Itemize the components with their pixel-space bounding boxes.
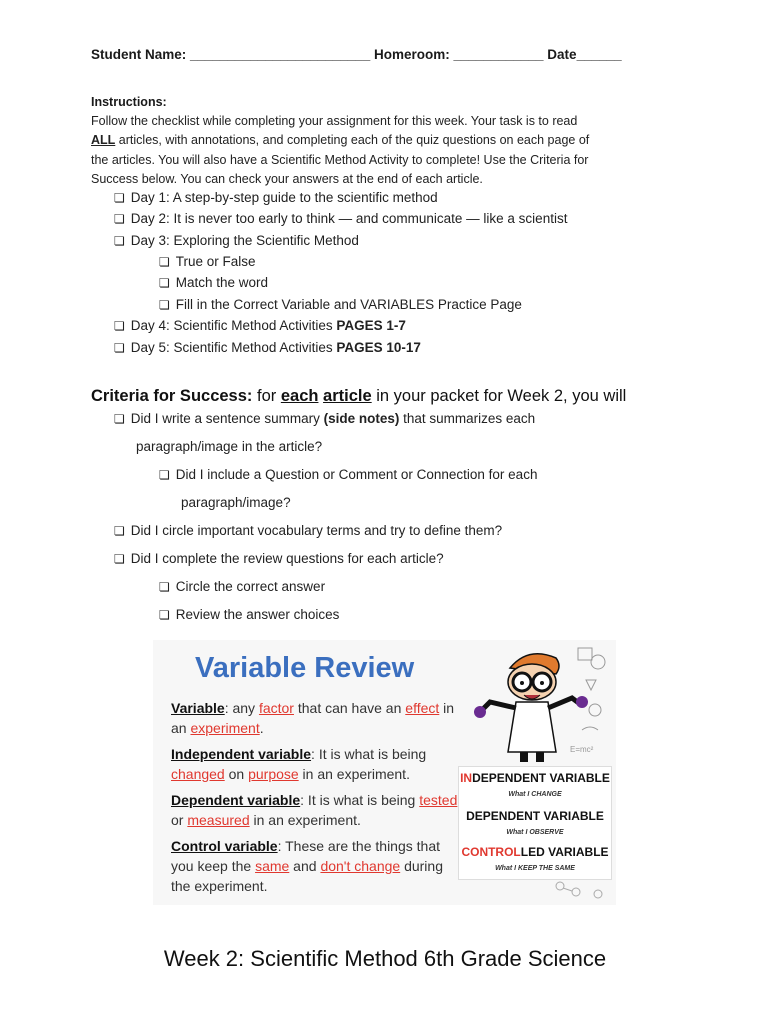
- header-fields: Student Name: ________________________ Homeroom: ____________ Date______: [91, 47, 622, 62]
- checklist-subitem-fill-in[interactable]: ❏ Fill in the Correct Variable and VARIABLES Practice Page: [159, 297, 522, 312]
- checkbox-icon: ❏: [159, 298, 170, 312]
- instructions-body: [91, 112, 691, 190]
- control-def-line2: you keep the same and don't change during: [171, 858, 443, 874]
- checkbox-icon: ❏: [114, 552, 125, 566]
- checklist-item-day3[interactable]: ❏ Day 3: Exploring the Scientific Method: [114, 233, 359, 248]
- instructions-line-2: ALL articles, with annotations, and completing each of the quiz questions on each page of: [91, 133, 590, 148]
- checklist-subitem-true-false[interactable]: ❏ True or False: [159, 254, 256, 269]
- criteria-item-vocabulary[interactable]: ❏ Did I circle important vocabulary terms and try to define them?: [114, 523, 503, 538]
- dependent-variable-sub: What I OBSERVE: [506, 829, 564, 836]
- checkbox-icon: ❏: [114, 341, 125, 355]
- checkbox-icon: ❏: [114, 234, 125, 248]
- checkbox-icon: ❏: [114, 191, 125, 205]
- variable-def-line2: an experiment.: [171, 720, 264, 736]
- dependent-def-line2: or measured in an experiment.: [171, 812, 361, 828]
- checklist-item-day5[interactable]: ❏ Day 5: Scientific Method Activities PAGES 10-17: [114, 340, 421, 355]
- checkbox-icon: ❏: [114, 212, 125, 226]
- instructions-line-1: Follow the checklist while completing your assignment for this week. Your task is to read: [91, 114, 578, 128]
- instructions-line-4: Success below. You can check your answers at the end of each article.: [91, 172, 483, 187]
- checkbox-icon: ❏: [114, 412, 125, 426]
- checklist-item-day2[interactable]: ❏ Day 2: It is never too early to think — and communicate — like a scientist: [114, 211, 568, 226]
- independent-variable-sub: What I CHANGE: [508, 791, 562, 798]
- variable-review-title: Variable Review: [195, 652, 415, 684]
- criteria-item-choices[interactable]: ❏ Review the answer choices: [159, 607, 340, 622]
- checklist-item-day4[interactable]: ❏ Day 4: Scientific Method Activities PAGES 1-7: [114, 318, 406, 333]
- criteria-item-question-cont: paragraph/image?: [181, 495, 291, 510]
- criteria-title: Criteria for Success: for each article in your packet for Week 2, you will: [91, 387, 627, 405]
- criteria-item-summary[interactable]: ❏ Did I write a sentence summary (side notes) that summarizes each: [114, 411, 536, 426]
- controlled-variable-sub: What I KEEP THE SAME: [495, 865, 575, 872]
- scientist-cartoon-icon: [470, 640, 610, 765]
- svg-text:E=mc²: E=mc²: [570, 745, 594, 754]
- criteria-item-review[interactable]: ❏ Did I complete the review questions for each article?: [114, 551, 444, 566]
- criteria-item-question[interactable]: ❏ Did I include a Question or Comment or Connection for each: [159, 467, 538, 482]
- molecule-doodle-icon: [550, 870, 620, 904]
- checkbox-icon: ❏: [159, 468, 170, 482]
- criteria-item-summary-cont: paragraph/image in the article?: [136, 439, 323, 454]
- controlled-variable-label: CONTROLLED VARIABLE: [461, 845, 609, 859]
- control-def-line3: the experiment.: [171, 878, 268, 894]
- checklist-item-day1[interactable]: ❏ Day 1: A step-by-step guide to the scientific method: [114, 190, 438, 205]
- footer-title: Week 2: Scientific Method 6th Grade Science: [163, 946, 607, 971]
- independent-def-line2: changed on purpose in an experiment.: [171, 766, 410, 782]
- variable-types-box: [458, 766, 612, 880]
- checkbox-icon: ❏: [159, 580, 170, 594]
- control-def-line1: Control variable: These are the things that: [171, 838, 440, 854]
- independent-variable-label: INDEPENDENT VARIABLE: [460, 771, 610, 785]
- instructions-title: Instructions:: [91, 95, 167, 109]
- variable-def-line1: Variable: any factor that can have an effect in: [171, 700, 455, 716]
- checkbox-icon: ❏: [114, 319, 125, 333]
- independent-def-line1: Independent variable: It is what is being: [171, 746, 427, 762]
- dependent-def-line1: Dependent variable: It is what is being tested: [171, 792, 458, 808]
- checkbox-icon: ❏: [114, 524, 125, 538]
- criteria-item-circle[interactable]: ❏ Circle the correct answer: [159, 579, 326, 594]
- checkbox-icon: ❏: [159, 276, 170, 290]
- instructions-line-3: the articles. You will also have a Scientific Method Activity to complete! Use the Criteria for: [91, 152, 589, 167]
- all-word: ALL: [91, 133, 116, 148]
- checkbox-icon: ❏: [159, 255, 170, 269]
- checkbox-icon: ❏: [159, 608, 170, 622]
- checklist-subitem-match[interactable]: ❏ Match the word: [159, 275, 269, 290]
- dependent-variable-label: DEPENDENT VARIABLE: [466, 809, 604, 823]
